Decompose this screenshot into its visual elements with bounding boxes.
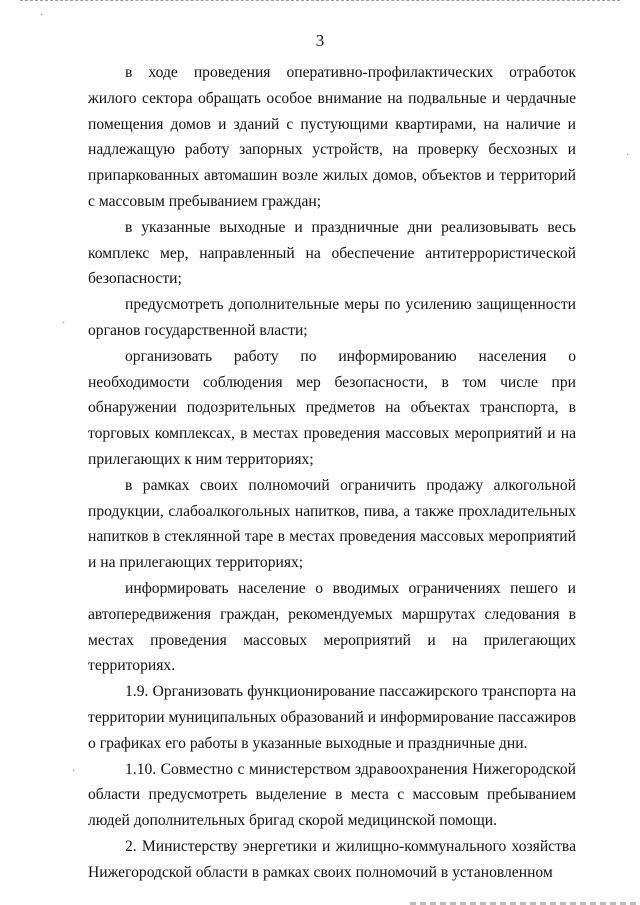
paragraph-1-10-medical: 1.10. Совместно с министерством здравоохранения Нижегородской области предусмотреть выделение в места с массовым пребыванием людей дополнительных бригад скорой медицинской помощи. xyxy=(88,760,576,830)
scan-top-edge xyxy=(20,0,620,2)
scan-speck: · xyxy=(40,10,44,21)
paragraph-antiterror-measures: в указанные выходные и праздничные дни реализовывать весь комплекс мер, направленный на обеспечение антитеррористической безопасности; xyxy=(88,218,576,288)
paragraph-public-information: организовать работу по информированию населения о необходимости соблюдения мер безопасности, в том числе при обнаружении подозрительных предметов на объектах транспорта, в торговых комплексах, в местах проведения массовых мероприятий и на прилегающих к ним территориях; xyxy=(88,347,576,468)
paragraph-1-9-transport: 1.9. Организовать функционирование пассажирского транспорта на территории муниципальных образований и информирование пассажиров о графиках его работы в указанные выходные и праздничные дни. xyxy=(88,683,576,752)
document-body xyxy=(88,60,576,886)
scan-speck: · xyxy=(626,150,630,161)
scan-speck: · xyxy=(72,766,76,777)
paragraph-movement-restrictions: информировать население о вводимых ограничениях пешего и автопередвижения граждан, рекомендуемых маршрутах следования в местах проведения массовых мероприятий и на прилегающих территориях. xyxy=(88,579,576,675)
paragraph-residential-checks: в ходе проведения оперативно-профилактических отработок жилого сектора обращать особое внимание на подвальные и чердачные помещения домов и зданий с пустующими квартирами, на наличие и надлежащую работу запорных устройств, на проверку бесхозных и припаркованных автомашин возле жилых домов, объектов и территорий с массовым пребыванием граждан; xyxy=(88,64,576,210)
paragraph-government-protection: предусмотреть дополнительные меры по усилению защищенности органов государственной власти; xyxy=(88,296,576,339)
paragraph-2-energy-ministry: 2. Министерству энергетики и жилищно-коммунального хозяйства Нижегородской области в рамках своих полномочий в установленном xyxy=(88,837,576,881)
scan-speck: · xyxy=(62,318,66,329)
paragraph-alcohol-restriction: в рамках своих полномочий ограничить продажу алкогольной продукции, слабоалкогольных напитков, пива, а также прохладительных напитков в стеклянной таре в местах проведения массовых мероприятий и на прилегающих территориях; xyxy=(88,476,576,572)
page-number: 3 xyxy=(315,31,325,50)
